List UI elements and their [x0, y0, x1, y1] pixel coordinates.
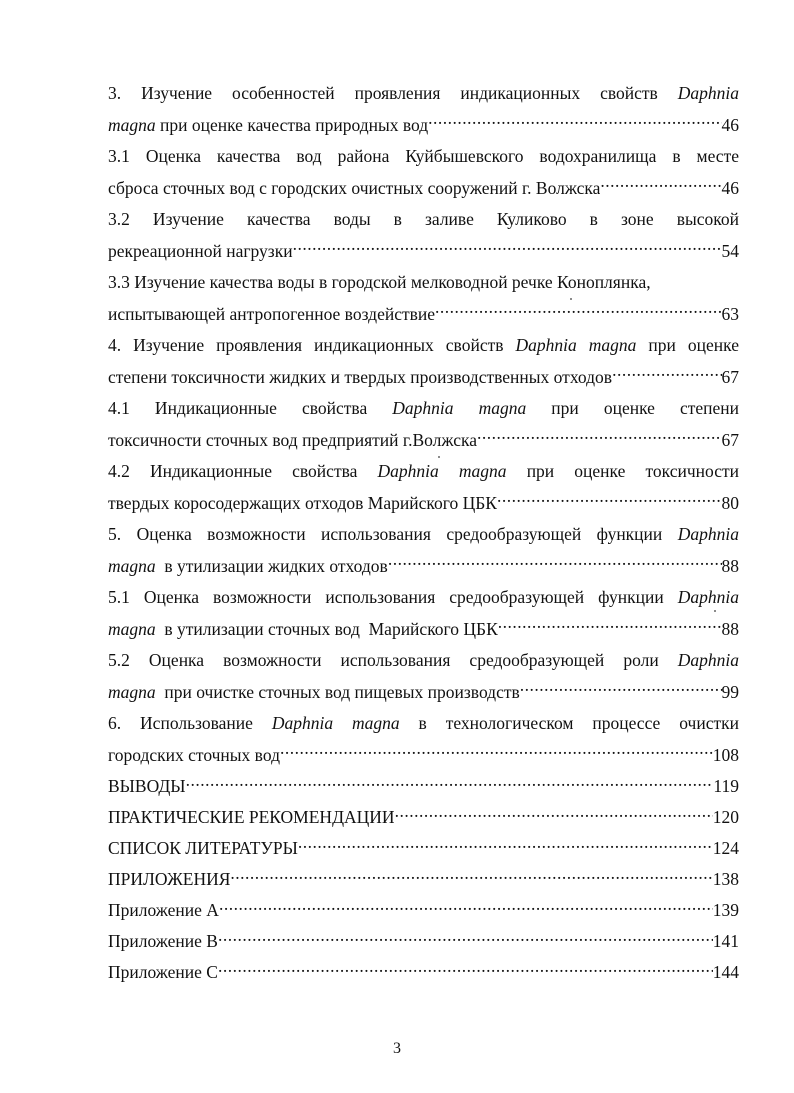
- toc-page-number: 99: [721, 681, 739, 702]
- toc-entry-line-1: [108, 330, 739, 362]
- toc-entry-line-1: [108, 456, 739, 488]
- toc-entry-text: при оценке: [636, 335, 739, 355]
- species-name: magna: [108, 114, 156, 135]
- dot-leader: [186, 775, 714, 793]
- toc-entry-text: 6. Использование: [108, 713, 272, 733]
- toc-entry-text: 4.2 Индикационные свойства: [108, 461, 378, 481]
- toc-entry-text: степени токсичности жидких и твердых производственных отходов: [108, 366, 613, 387]
- toc-page-number: 63: [721, 303, 739, 324]
- toc-page-number: 120: [712, 807, 739, 827]
- species-name: magna: [108, 618, 156, 639]
- toc-entry-appendix-b[interactable]: [108, 926, 739, 957]
- toc-entry-line-2: [108, 173, 739, 205]
- toc-entry-appendix-c[interactable]: [108, 957, 739, 988]
- toc-entry-line-1: [108, 582, 739, 614]
- toc-entry-line-1: [108, 204, 739, 236]
- toc-entry[interactable]: [108, 456, 739, 519]
- toc-entry[interactable]: [108, 393, 739, 456]
- toc-entry-text: 4. Изучение проявления индикационных свойств: [108, 335, 516, 355]
- toc-entry-text: 5. Оценка возможности использования средообразующей функции: [108, 524, 678, 544]
- toc-page-number: 138: [712, 869, 739, 889]
- dot-leader: [388, 554, 722, 572]
- toc-entry[interactable]: [108, 519, 739, 582]
- dot-leader: [395, 806, 713, 824]
- toc-entry-line: [108, 864, 739, 895]
- toc-entry-recommendations[interactable]: [108, 802, 739, 833]
- dot-leader: [477, 428, 722, 446]
- toc-entry-line-1: [108, 519, 739, 551]
- scan-speck: [438, 456, 440, 458]
- species-name: Daphnia magna: [271, 713, 400, 733]
- toc-entry-references[interactable]: [108, 833, 739, 864]
- toc-page-number: 67: [721, 366, 739, 387]
- toc-page-number: 54: [721, 240, 739, 261]
- toc-entry-text: испытывающей антропогенное воздействие: [108, 303, 436, 324]
- toc-page-number: 139: [712, 900, 739, 920]
- species-name: Daphnia magna: [392, 398, 527, 418]
- dot-leader: [600, 176, 721, 194]
- toc-entry[interactable]: [108, 582, 739, 645]
- toc-entry-conclusions[interactable]: [108, 771, 739, 802]
- dot-leader: [428, 113, 721, 131]
- toc-entry-line-2: [108, 614, 739, 646]
- toc-entry-line-2: [108, 362, 739, 394]
- toc-entry-text: ПРАКТИЧЕСКИЕ РЕКОМЕНДАЦИИ: [108, 807, 395, 827]
- toc-page-number: 144: [712, 962, 739, 982]
- toc-entry-text: токсичности сточных вод предприятий г.Волжска: [108, 429, 477, 450]
- dot-leader: [435, 302, 721, 320]
- toc-entry-line-2: [108, 236, 739, 268]
- toc-entry-line-2: [108, 551, 739, 583]
- dot-leader: [293, 239, 722, 257]
- toc-entry-text: 5.2 Оценка возможности использования средообразующей роли: [108, 650, 678, 670]
- species-name: Daphnia: [677, 524, 739, 544]
- toc-entry[interactable]: [108, 645, 739, 708]
- toc-entry-line: [108, 802, 739, 833]
- toc-entry-line-1: [108, 708, 739, 740]
- toc-page-number: 88: [721, 618, 739, 639]
- toc-entry-text: Приложение С: [108, 962, 218, 982]
- species-name: Daphnia magna: [377, 461, 507, 481]
- toc-entry-line-2: [108, 677, 739, 709]
- scan-speck: [714, 610, 716, 612]
- dot-leader: [218, 930, 713, 948]
- toc-page-number: 46: [721, 177, 739, 198]
- toc-entry-text: твердых короcодержащих отходов Марийского ЦБК: [108, 492, 497, 513]
- toc-entry-text: Приложение В: [108, 931, 218, 951]
- toc-entry-text: при очистке сточных вод пищевых производств: [155, 681, 520, 702]
- toc-entry-text: 4.1 Индикационные свойства: [108, 398, 393, 418]
- toc-entry-text: СПИСОК ЛИТЕРАТУРЫ: [108, 838, 298, 858]
- toc-page-number: 141: [712, 931, 739, 951]
- toc-entry-text: ВЫВОДЫ: [108, 776, 186, 796]
- toc-entry[interactable]: [108, 204, 739, 267]
- toc-entry-text: Приложение А: [108, 900, 219, 920]
- species-name: Daphnia: [677, 587, 739, 607]
- toc-page-number: 124: [712, 838, 739, 858]
- species-name: magna: [108, 555, 156, 576]
- toc-page-number: 108: [712, 744, 739, 765]
- toc-entry-appendix-a[interactable]: [108, 895, 739, 926]
- toc-entry-line: [108, 833, 739, 864]
- toc-entry-text: ПРИЛОЖЕНИЯ: [108, 869, 231, 889]
- toc-entry[interactable]: [108, 267, 739, 330]
- toc-page-number: 67: [721, 429, 739, 450]
- dot-leader: [498, 617, 722, 635]
- species-name: Daphnia magna: [515, 335, 637, 355]
- toc-entry-text: в утилизации жидких отходов: [155, 555, 388, 576]
- page-number: 3: [393, 1040, 401, 1057]
- toc-entry-text: 5.1 Оценка возможности использования средообразующей функции: [108, 587, 678, 607]
- toc-entry[interactable]: [108, 708, 739, 771]
- toc-entry-line-1: [108, 267, 739, 299]
- dot-leader: [497, 491, 722, 509]
- toc-entry-text: сброса сточных вод с городских очистных сооружений г. Волжска: [108, 177, 601, 198]
- toc-entry[interactable]: [108, 141, 739, 204]
- toc-entry-text: 3. Изучение особенностей проявления индикационных свойств: [108, 83, 678, 103]
- toc-entry-text: рекреационной нагрузки: [108, 240, 293, 261]
- scan-speck: [570, 298, 572, 300]
- dot-leader: [219, 899, 713, 917]
- toc-page-number: 80: [721, 492, 739, 513]
- toc-entry-text: при оценке токсичности: [506, 461, 739, 481]
- toc-entry-line-1: [108, 78, 739, 110]
- table-of-contents: [108, 78, 739, 988]
- toc-entry-text: при оценке степени: [526, 398, 739, 418]
- toc-entry-line-2: [108, 740, 739, 772]
- dot-leader: [298, 837, 713, 855]
- dot-leader: [230, 868, 712, 886]
- toc-entry-text: 3.3 Изучение качества воды в городской мелководной речке Коноплянка,: [108, 272, 651, 292]
- toc-entry-line-2: [108, 425, 739, 457]
- species-name: Daphnia: [677, 83, 739, 103]
- species-name: Daphnia: [677, 650, 739, 670]
- toc-entry-appendices[interactable]: [108, 864, 739, 895]
- toc-entry-line: [108, 771, 739, 802]
- toc-entry-text: 3.2 Изучение качества воды в заливе Куликово в зоне высокой: [108, 209, 739, 229]
- toc-entry[interactable]: [108, 330, 739, 393]
- toc-entry-line-1: [108, 645, 739, 677]
- toc-entry-text: 3.1 Оценка качества вод района Куйбышевского водохранилища в месте: [108, 146, 739, 166]
- toc-entry-line: [108, 957, 739, 988]
- toc-entry-text: городских сточных вод: [108, 744, 280, 765]
- toc-entry-line-2: [108, 110, 739, 142]
- toc-entry-text: в утилизации сточных вод Марийского ЦБК: [155, 618, 498, 639]
- toc-entry-line: [108, 895, 739, 926]
- dot-leader: [218, 961, 713, 979]
- toc-entry-text: при оценке качества природных вод: [155, 114, 429, 135]
- toc-entry[interactable]: [108, 78, 739, 141]
- toc-entry-line-1: [108, 393, 739, 425]
- toc-entry-line-2: [108, 488, 739, 520]
- toc-entry-text: в технологическом процессе очистки: [399, 713, 739, 733]
- toc-entry-line-2: [108, 299, 739, 331]
- toc-entry-line: [108, 926, 739, 957]
- species-name: magna: [108, 681, 156, 702]
- dot-leader: [520, 680, 722, 698]
- toc-entry-line-1: [108, 141, 739, 173]
- dot-leader: [612, 365, 721, 383]
- toc-page-number: 46: [721, 114, 739, 135]
- toc-page-number: 119: [713, 776, 739, 796]
- toc-page-number: 88: [721, 555, 739, 576]
- dot-leader: [280, 743, 713, 761]
